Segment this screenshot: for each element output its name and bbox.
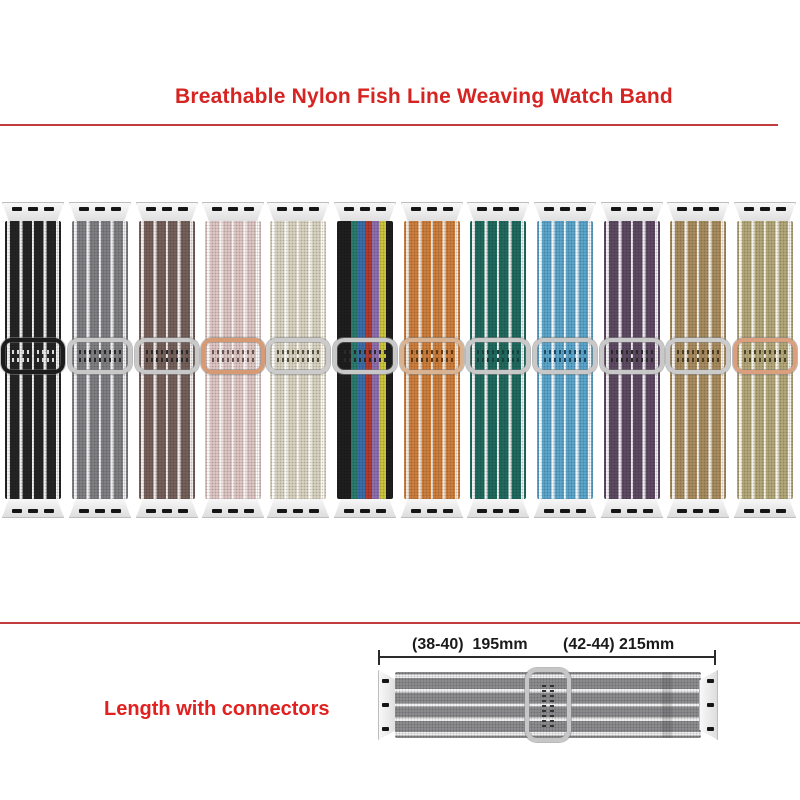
buckle-teeth	[744, 349, 786, 363]
measurement-line	[380, 656, 714, 658]
band-connector-bottom	[734, 497, 796, 518]
connector-slot	[44, 207, 54, 211]
band-connector-bottom	[267, 497, 329, 518]
band-connector-top	[667, 202, 729, 223]
connector-slot	[760, 509, 770, 513]
buckle-teeth	[12, 349, 54, 363]
connector-slot	[293, 207, 303, 211]
band-buckle	[266, 338, 330, 374]
band-connector-bottom	[534, 497, 596, 518]
buckle-teeth	[541, 683, 555, 727]
buckle-teeth	[677, 349, 719, 363]
band-connector-bottom	[601, 497, 663, 518]
band-buckle	[666, 338, 730, 374]
connector-slot	[28, 207, 38, 211]
connector-slot	[776, 509, 786, 513]
connector-slot	[178, 509, 188, 513]
band-connector-bottom	[334, 497, 396, 518]
band-connector-top	[601, 202, 663, 223]
connector-slot	[28, 509, 38, 513]
connector-slot	[509, 509, 519, 513]
connector-slot	[493, 207, 503, 211]
watch-band-brown	[136, 202, 198, 518]
band-connector-bottom	[467, 497, 529, 518]
connector-slot	[162, 207, 172, 211]
watch-band-orange	[401, 202, 463, 518]
connector-slot	[244, 509, 254, 513]
band-connector-top	[267, 202, 329, 223]
band-buckle	[68, 338, 132, 374]
buckle-teeth	[411, 349, 453, 363]
size-label-38-40: (38-40) 195mm	[412, 636, 528, 653]
connector-slot	[382, 727, 389, 731]
connector-slot	[277, 207, 287, 211]
connector-slot	[509, 207, 519, 211]
band-connector-bottom	[667, 497, 729, 518]
band-connector-top	[734, 202, 796, 223]
connector-slot	[477, 509, 487, 513]
connector-slot	[709, 509, 719, 513]
connector-slot	[560, 207, 570, 211]
band-connector-top	[202, 202, 264, 223]
connector-slot	[309, 207, 319, 211]
connector-slot	[212, 509, 222, 513]
connector-slot	[693, 207, 703, 211]
watch-band-purple	[601, 202, 663, 518]
connector-slot	[427, 207, 437, 211]
connector-slot	[744, 207, 754, 211]
connector-slot	[611, 509, 621, 513]
connector-slot	[95, 509, 105, 513]
band-connector-top	[334, 202, 396, 223]
connector-slot	[244, 207, 254, 211]
band-buckle	[135, 338, 199, 374]
connector-slot	[344, 509, 354, 513]
band-connector-bottom	[136, 497, 198, 518]
buckle-teeth	[611, 349, 653, 363]
connector-slot	[443, 509, 453, 513]
watch-band-teal	[467, 202, 529, 518]
connector-slot	[776, 207, 786, 211]
band-buckle	[1, 338, 65, 374]
product-title: Breathable Nylon Fish Line Weaving Watch Band	[175, 85, 673, 108]
connector-slot	[79, 207, 89, 211]
bottom-divider-line	[0, 622, 800, 624]
connector-slot	[693, 509, 703, 513]
watch-band-khaki	[734, 202, 796, 518]
buckle-teeth	[146, 349, 188, 363]
connector-slot	[493, 509, 503, 513]
connector-slot	[709, 207, 719, 211]
connector-slot	[309, 509, 319, 513]
watch-band-sky-blue	[534, 202, 596, 518]
buckle-teeth	[277, 349, 319, 363]
band-connector-top	[534, 202, 596, 223]
band-buckle	[400, 338, 464, 374]
connector-slot	[677, 509, 687, 513]
connector-slot	[376, 509, 386, 513]
connector-slot	[293, 509, 303, 513]
band-buckle	[733, 338, 797, 374]
band-end-overlap	[662, 672, 672, 738]
connector-slot	[12, 509, 22, 513]
length-reference-band	[378, 670, 718, 740]
connector-slot	[560, 509, 570, 513]
band-connector-top	[69, 202, 131, 223]
band-connector-top	[136, 202, 198, 223]
connector-slot	[382, 703, 389, 707]
watch-band-multicolor	[334, 202, 396, 518]
connector-slot	[611, 207, 621, 211]
band-connector-top	[467, 202, 529, 223]
connector-slot	[178, 207, 188, 211]
watch-band-gray	[69, 202, 131, 518]
connector-slot	[376, 207, 386, 211]
connector-slot	[360, 207, 370, 211]
connector-slot	[360, 509, 370, 513]
connector-slot	[427, 509, 437, 513]
connector-slot	[277, 509, 287, 513]
buckle-teeth	[544, 349, 586, 363]
connector-slot	[382, 679, 389, 683]
connector-slot	[576, 509, 586, 513]
buckle-teeth	[212, 349, 254, 363]
connector-slot	[627, 509, 637, 513]
band-buckle	[333, 338, 397, 374]
connector-slot	[677, 207, 687, 211]
watch-band-starlight	[267, 202, 329, 518]
band-connector-bottom	[401, 497, 463, 518]
band-buckle	[201, 338, 265, 374]
connector-slot	[707, 679, 714, 683]
connector-slot	[44, 509, 54, 513]
connector-slot	[643, 509, 653, 513]
connector-slot	[411, 509, 421, 513]
connector-slot	[111, 207, 121, 211]
connector-slot	[146, 207, 156, 211]
connector-slot	[162, 509, 172, 513]
size-label-42-44: (42-44) 215mm	[563, 636, 675, 653]
buckle-teeth	[79, 349, 121, 363]
band-connector-bottom	[202, 497, 264, 518]
buckle-teeth	[344, 349, 386, 363]
connector-slot	[411, 207, 421, 211]
connector-slot	[79, 509, 89, 513]
connector-slot	[544, 509, 554, 513]
band-connector-bottom	[69, 497, 131, 518]
connector-slot	[146, 509, 156, 513]
band-connector-bottom	[2, 497, 64, 518]
connector-slot	[576, 207, 586, 211]
connector-slot	[95, 207, 105, 211]
connector-slot	[443, 207, 453, 211]
connector-slot	[228, 207, 238, 211]
watch-band-pink-sand	[202, 202, 264, 518]
band-connector-top	[2, 202, 64, 223]
band-buckle-horizontal	[525, 668, 571, 742]
watch-band-camel	[667, 202, 729, 518]
connector-slot	[744, 509, 754, 513]
connector-slot	[627, 207, 637, 211]
connector-slot	[344, 207, 354, 211]
connector-slot	[643, 207, 653, 211]
connector-slot	[707, 727, 714, 731]
connector-slot	[111, 509, 121, 513]
connector-slot	[544, 207, 554, 211]
buckle-teeth	[477, 349, 519, 363]
connector-slot	[477, 207, 487, 211]
watch-band-black	[2, 202, 64, 518]
connector-slot	[12, 207, 22, 211]
connector-slot	[228, 509, 238, 513]
top-divider-line	[0, 124, 778, 126]
band-buckle	[466, 338, 530, 374]
band-buckle	[600, 338, 664, 374]
length-caption: Length with connectors	[104, 698, 330, 720]
connector-slot	[707, 703, 714, 707]
measurement-bracket	[378, 650, 716, 665]
band-connector-top	[401, 202, 463, 223]
band-buckle	[533, 338, 597, 374]
connector-slot	[760, 207, 770, 211]
connector-slot	[212, 207, 222, 211]
band-connector-right	[699, 670, 718, 740]
